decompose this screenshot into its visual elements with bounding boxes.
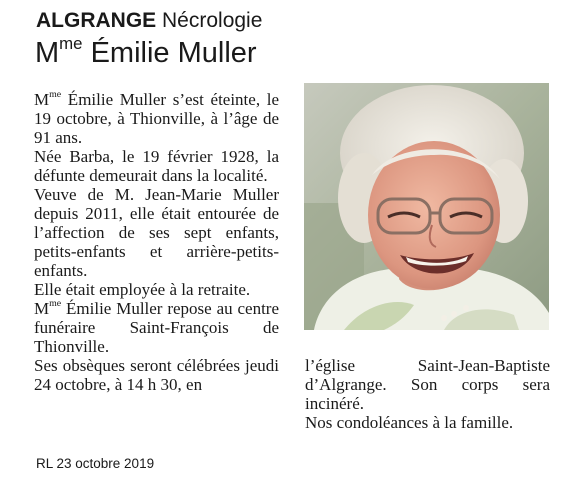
kicker-town: ALGRANGE: [36, 9, 157, 32]
article-column-right: [305, 356, 550, 432]
article-paragraph-5: $M^{me}$ Émilie Muller repose au centre funéraire Saint-François de Thionville.: [34, 297, 279, 356]
article-paragraph-6-part-1: Ses obsèques seront célébrées jeudi 24 octobre, à 14 h 30, en: [34, 356, 279, 394]
p5-honorific-superscript: me: [49, 297, 62, 309]
portrait-illustration: [304, 83, 549, 330]
article-paragraph-1: $M^{me}$ Émilie Muller s’est éteinte, le 19 octobre, à Thionville, à l’âge de 91 ans.: [34, 88, 279, 147]
article-paragraph-3: Veuve de M. Jean-Marie Muller depuis 2011, elle était entourée de l’affection de ses sept enfants, petits-enfants et arrière-petits-enfants.: [34, 185, 279, 280]
page-title: [35, 33, 257, 70]
p1-honorific-superscript: me: [49, 88, 62, 100]
article-paragraph-6-part-2: l’église Saint-Jean-Baptiste d’Algrange. Son corps sera incinéré.: [305, 356, 550, 413]
p5-text: Émilie Muller repose au centre funéraire Saint-François de Thionville.: [34, 299, 279, 356]
section-kicker: [36, 9, 262, 33]
title-honorific: M: [35, 37, 60, 69]
source-date: RL 23 octobre 2019: [36, 456, 155, 471]
article-paragraph-7: Nos condoléances à la famille.: [305, 413, 514, 432]
article-paragraph-2: Née Barba, le 19 février 1928, la défunte demeurait dans la localité.: [34, 147, 279, 185]
article-paragraph-4: Elle était employée à la retraite.: [34, 280, 251, 299]
p1-text: Émilie Muller s’est éteinte, le 19 octobre, à Thionville, à l’âge de 91 ans.: [34, 90, 279, 147]
article-column-left: [34, 90, 279, 394]
title-honorific-superscript: me: [59, 33, 83, 53]
portrait-photo: [304, 83, 549, 330]
kicker-section: Nécrologie: [162, 9, 263, 32]
title-name: Émilie Muller: [90, 37, 257, 69]
